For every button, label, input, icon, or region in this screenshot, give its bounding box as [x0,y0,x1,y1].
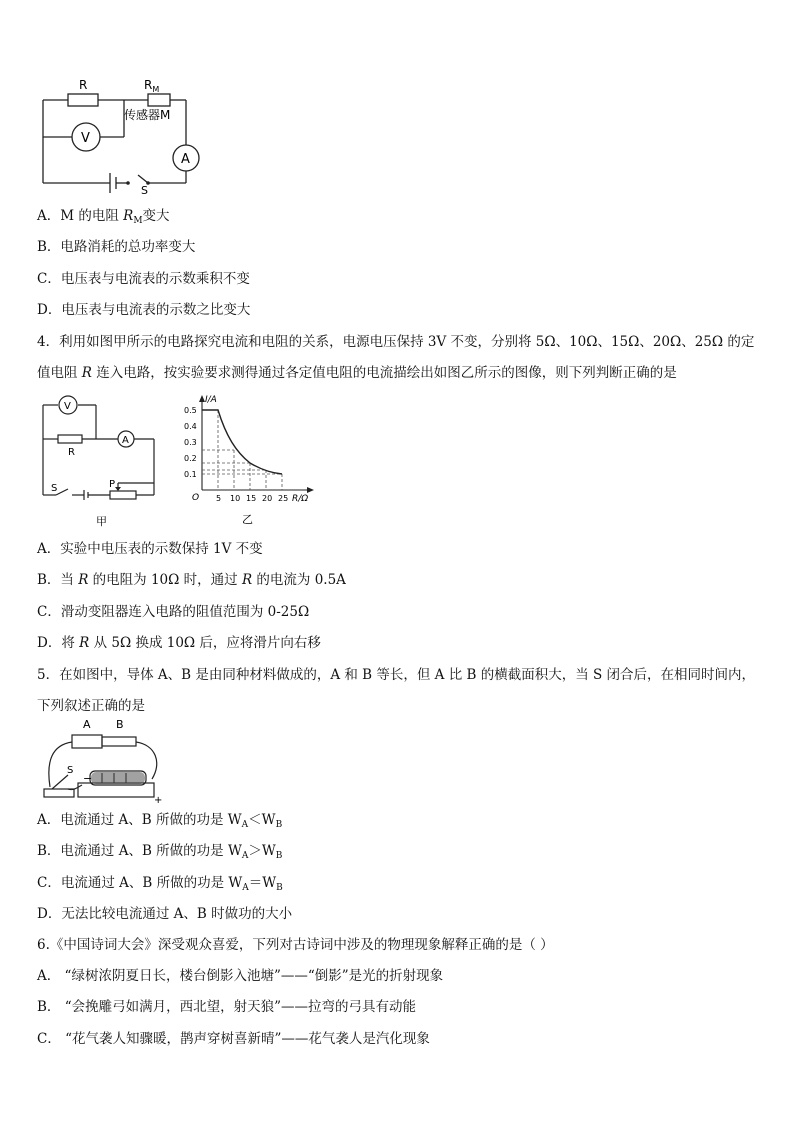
q3-option-b: B．电路消耗的总功率变大 [37,239,196,255]
y-axis-label: I/A [205,395,217,405]
voltmeter-label: V [64,401,71,412]
minus-sign: − [83,772,93,785]
figure-caption-jia: 甲 [96,515,107,528]
x-tick-label: 25 [278,494,289,503]
y-tick-label: 0.3 [184,438,197,447]
q4-option-c: C．滑动变阻器连入电路的阻值范围为 0-25Ω [37,604,310,620]
x-tick-label: 10 [230,494,241,503]
slider-label: P [109,479,116,490]
voltmeter-label: V [81,131,90,146]
ammeter-label: A [122,435,129,446]
y-tick-label: 0.4 [184,422,197,431]
switch-label: S [67,765,74,776]
q4-stem-line2: 值电阻 R 连入电路，按实验要求测得通过各定值电阻的电流描绘出如图乙所示的图像，则下列判断正确的是 [37,365,677,381]
figure-caption-yi: 乙 [242,513,253,526]
q3-option-d: D．电压表与电流表的示数之比变大 [37,302,251,318]
q6-option-b: B． “会挽雕弓如满月，西北望，射天狼”——拉弯的弓具有动能 [37,999,417,1015]
q5-stem-line1: 5．在如图中，导体 A、B 是由同种材料做成的，A 和 B 等长，但 A 比 B 的横截面积大，当 S 闭合后，在相同时间内， [37,667,756,683]
y-tick-label: 0.5 [184,406,197,415]
q5-option-b: B．电流通过 A、B 所做的功是 $W_A>W_B$ [37,843,283,861]
q5-apparatus-figure [38,715,168,805]
q6-option-a: A． “绿树浓阴夏日长，楼台倒影入池塘”——“倒影”是光的折射现象 [37,968,444,984]
x-tick-label: 20 [262,494,273,503]
q3-circuit-diagram [38,75,208,195]
q5-option-d: D．无法比较电流通过 A、B 时做功的大小 [37,906,293,922]
origin-label: O [192,493,200,503]
resistor-label: R [68,447,75,458]
q5-stem-line2: 下列叙述正确的是 [37,698,145,714]
y-tick-label: 0.2 [184,454,197,463]
plus-sign: + [154,795,163,805]
x-axis-label: R/Ω [292,494,309,504]
y-tick-label: 0.1 [184,470,197,479]
q4-option-b: B．当 R 的电阻为 10Ω 时，通过 R 的电流为 0.5A [37,572,346,588]
label-RM: $R_M$ [144,78,160,94]
x-tick-label: 5 [216,494,222,503]
conductor-a-label: A [83,718,91,731]
label-sensor: 传感器M [124,108,171,122]
switch-label: S [141,184,148,195]
conductor-b-label: B [116,718,124,731]
q4-graph-yi [180,392,330,527]
q5-option-a: A．电流通过 A、B 所做的功是 $W_A<W_B$ [37,812,283,830]
q3-option-c: C．电压表与电流表的示数乘积不变 [37,271,250,287]
q4-stem-line1: 4．利用如图甲所示的电路探究电流和电阻的关系，电源电压保持 3V 不变，分别将 5Ω、10Ω、15Ω、20Ω、25Ω 的定 [37,334,755,350]
q5-option-c: C．电流通过 A、B 所做的功是 $W_A=W_B$ [37,875,283,893]
q4-option-a: A．实验中电压表的示数保持 1V 不变 [37,541,263,557]
q3-option-a: A．M 的电阻 $R_M$变大 [37,208,170,226]
switch-label: S [51,483,58,494]
q6-option-c: C． “花气袭人知骤暖，鹊声穿树喜新晴”——花气袭人是汽化现象 [37,1031,430,1047]
label-R: R [79,78,88,92]
q4-option-d: D．将 R 从 5Ω 换成 10Ω 后，应将滑片向右移 [37,635,321,651]
ammeter-label: A [181,152,190,167]
x-tick-label: 15 [246,494,257,503]
q6-stem: 6.《中国诗词大会》深受观众喜爱，下列对古诗词中涉及的物理现象解释正确的是（ ） [37,937,554,953]
q4-circuit-jia [38,395,168,530]
